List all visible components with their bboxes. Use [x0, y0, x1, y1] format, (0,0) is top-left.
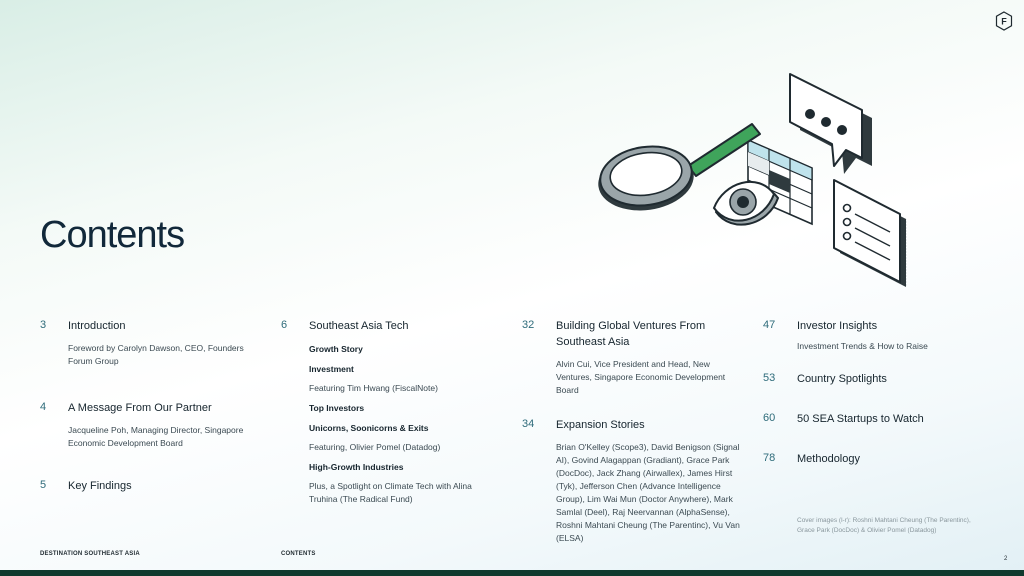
toc-heading: Building Global Ventures From Southeast Asia	[556, 320, 706, 348]
toc-heading: Expansion Stories	[556, 419, 645, 431]
toc-entry-introduction[interactable]	[40, 318, 270, 368]
chat-bubble-icon	[790, 74, 872, 174]
founders-forum-logo-icon	[995, 11, 1013, 31]
toc-entry-southeast-asia-tech[interactable]	[281, 318, 481, 506]
toc-page-number: 6	[281, 319, 288, 331]
toc-heading: A Message From Our Partner	[68, 402, 212, 414]
toc-subtext: Investment Trends & How to Raise	[797, 341, 928, 351]
toc-page-number: 60	[763, 412, 776, 424]
toc-heading: Country Spotlights	[797, 373, 887, 385]
page-number: 2	[1004, 556, 1008, 562]
toc-heading: Key Findings	[68, 480, 132, 492]
bottom-accent-bar	[0, 570, 1024, 576]
checklist-icon	[834, 180, 908, 288]
toc-subtext: Brian O'Kelley (Scope3), David Benigson (Signal AI), Govind Alagappan (Gradiant), Grace Park (DocDoc), Jack Zhang (Airwallex), James Hirst (Tyk), Jefferson Chen (Advance Intelligence Group), Lim Wai Mun (Doctor Anywhere), Mark Samlal (Deel), Raj Neervannan (AlphaSense), Roshni Mahtani Cheung (The Parentinc), Vu Van (ELSA)	[556, 442, 740, 543]
contents-column-1	[40, 318, 270, 508]
toc-page-number: 5	[40, 479, 47, 491]
toc-entry-building-global-ventures[interactable]	[522, 318, 740, 397]
toc-subsection: High-Growth Industries	[309, 462, 404, 472]
toc-heading: Introduction	[68, 320, 126, 332]
toc-page-number: 53	[763, 372, 776, 384]
footer-section-title: CONTENTS	[281, 551, 316, 557]
toc-page-number: 4	[40, 401, 47, 413]
toc-entry-expansion-stories[interactable]	[522, 417, 740, 545]
toc-entry-country-spotlights[interactable]	[763, 371, 968, 387]
toc-heading: Investor Insights	[797, 320, 878, 332]
toc-page-number: 3	[40, 319, 47, 331]
toc-entry-investor-insights[interactable]	[763, 318, 968, 353]
toc-subtext: Alvin Cui, Vice President and Head, New Ventures, Singapore Economic Development Board	[556, 359, 726, 395]
toc-entry-partner-message[interactable]	[40, 400, 270, 450]
toc-entry-startups-to-watch[interactable]	[763, 411, 968, 427]
cover-image-credit: Cover images (l-r): Roshni Mahtani Cheung (The Parentinc), Grace Park (DocDoc) & Olivier Pomel (Datadog)	[797, 517, 971, 534]
toc-page-number: 78	[763, 452, 776, 464]
toc-subtext: Jacqueline Poh, Managing Director, Singapore Economic Development Board	[68, 425, 244, 448]
toc-subsection: Top Investors	[309, 403, 365, 413]
toc-heading: 50 SEA Startups to Watch	[797, 413, 924, 425]
toc-entry-methodology[interactable]	[763, 451, 968, 467]
toc-subsection: Growth Story	[309, 344, 363, 354]
toc-subsection: Investment	[309, 364, 354, 374]
toc-subsection: Unicorns, Soonicorns & Exits	[309, 423, 429, 433]
research-illustration	[590, 62, 950, 302]
toc-feature: Featuring Tim Hwang (FiscalNote)	[309, 383, 438, 393]
toc-subtext: Foreword by Carolyn Dawson, CEO, Founders Forum Group	[68, 343, 244, 366]
contents-column-4	[763, 318, 968, 481]
contents-column-2	[281, 318, 481, 520]
eye-icon	[714, 182, 778, 225]
toc-heading: Methodology	[797, 453, 860, 465]
contents-column-3	[522, 318, 740, 559]
toc-page-number: 32	[522, 319, 535, 331]
toc-page-number: 34	[522, 418, 535, 430]
toc-entry-key-findings[interactable]	[40, 478, 270, 494]
toc-feature: Featuring, Olivier Pomel (Datadog)	[309, 442, 441, 452]
svg-text:F: F	[1001, 16, 1007, 27]
footer-publication-title: DESTINATION SOUTHEAST ASIA	[40, 551, 140, 557]
toc-page-number: 47	[763, 319, 776, 331]
toc-feature: Plus, a Spotlight on Climate Tech with Alina Truhina (The Radical Fund)	[309, 481, 472, 504]
page-title: Contents	[40, 214, 185, 256]
toc-heading: Southeast Asia Tech	[309, 320, 409, 332]
